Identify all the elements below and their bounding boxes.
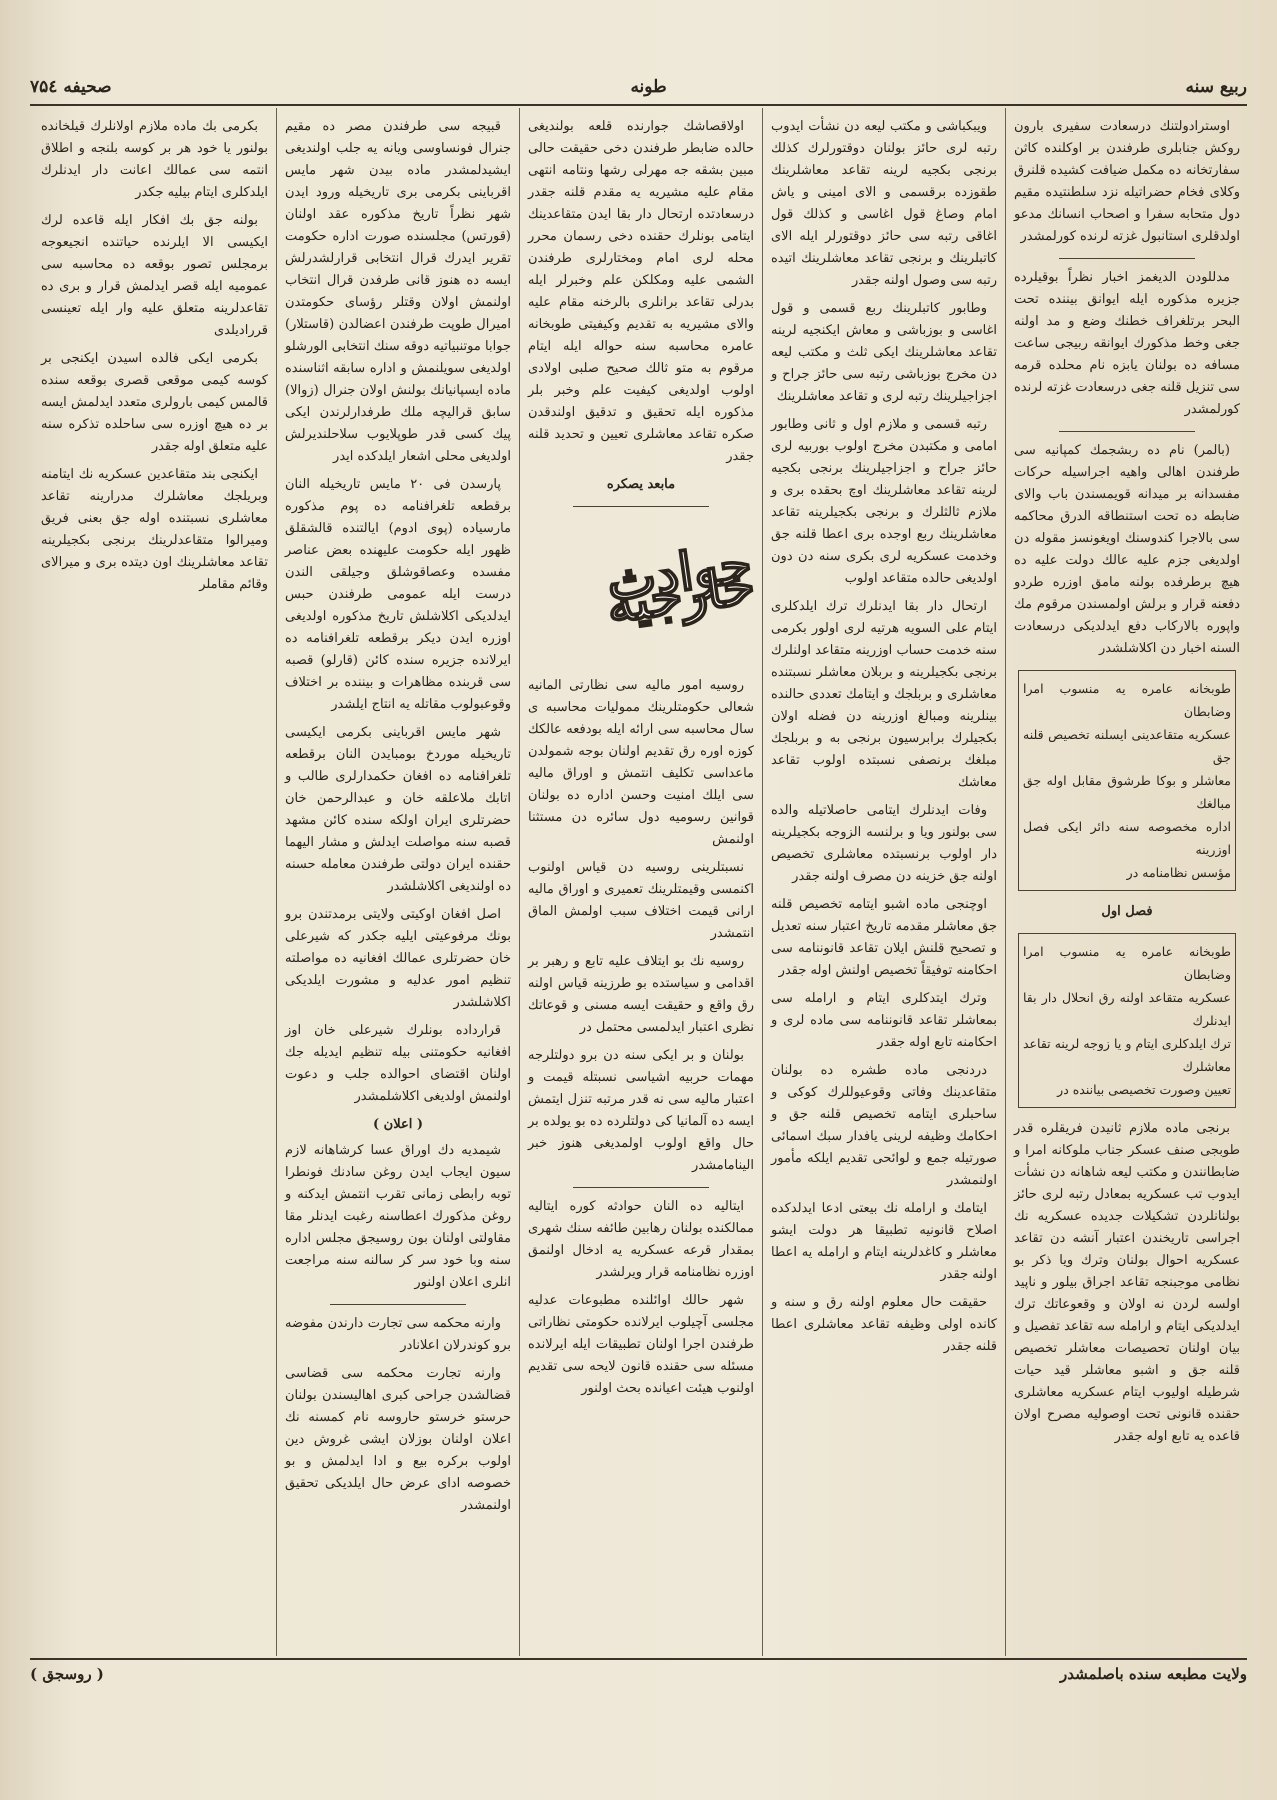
article-paragraph: ایكنجی بند متقاعدین عسكریه نك ایتامنه وبریلجك معاشلرك مدرارینه تقاعد معاشلری نسبتنده اوله جق بعنی فریق ومیرالوا متقاعدلرینك برنجی بكجیلرینه تقاعد معاشلرینك اون دیتده بری و میرالای وقائم مقاملر — [41, 467, 268, 592]
notice-title: ( اعلان ) — [372, 1117, 424, 1132]
section-item: عسكریه متقاعد اولنه رق انحلال دار بقا ایدنلرك — [1023, 990, 1231, 1028]
article-paragraph: وطابور كاتبلرینك ربع قسمی و قول اغاسی و بوزباشی و معاش ایكنجیه لرینه تقاعد معاشلرینك ایكی ثلث و مكتب لیعه دن مخرج بوزباشی رتبه سی حائز جراح و اجزاجیلرینك رتبه لری و تقاعد معاشلرینك — [771, 301, 997, 404]
footer-rule — [30, 1658, 1247, 1660]
toc-item: معاشلر و بوكا طرشوق مقابل اوله جق مبالغك — [1023, 773, 1231, 811]
columns — [30, 108, 1248, 1656]
footer-city: ( روسجق ) — [30, 1665, 104, 1683]
separator — [1059, 431, 1195, 432]
regulation-toc-box — [1018, 670, 1236, 891]
article-paragraph: قرارداده بونلرك شیرعلی خان اوز افغانیه حكومتنی بیله تنظیم ایدیله جك اولنان اقتضای احوالده جلب و دعوت اولنمش اولدیغی اكلاشلمشدر — [285, 1023, 511, 1104]
section-item: ترك ایلدكلری ایتام و یا زوجه لرینه تقاعد معاشلرك — [1023, 1036, 1231, 1074]
article-paragraph: (بالمر) نام ده ربشجمك كمپانیه سی طرفندن اهالی واهیه اجراسیله حركات مفسدانه بر میدانه قویمسندن باب والای ضابطه ده تحت استنطاقه الدرق محاكمه سی بالاجرا كندوسنك اویغونسز مقوله دن اولدیغی جزم علیه عالك دولت علیه ده هیچ برطرفده بولنه مامق اوزره طردو دفعنه قرار و برلش اولمسندن مرقوم مك واپوره بالاركاب دفع ایدلدیكی درسعادت السنه اخبار دن اكلاشلشدر — [1014, 443, 1240, 656]
toc-item: مؤسس نظامنامه در — [1126, 865, 1231, 880]
notice-paragraph: وارنه محكمه سی تجارت دارندن مفوضه برو كوندرلان اعلانادر — [285, 1316, 511, 1353]
article-paragraph: بولنه جق بك افكار ایله قاعده لرك ایكیسی الا ایلرنده حیاتنده انجیعوجه برمجلس تصور بوقعه ده محاسبه سی عمومیه ایله قصر ایدلمش قرار و بری ده تقاعدلرینه متعلق علیه وار ایله تعینسی قررادیلدی — [41, 213, 268, 338]
toc-item: عسكریه متقاعدینی ایسلنه تخصیص قلنه جق — [1023, 727, 1231, 765]
article-paragraph: اوچنجی ماده اشبو ایتامه تخصیص قلنه جق معاشلر مقدمه تاریخ اعتبار سنه تعدیل و تصحیح قلنش ایلان تقاعد قانوننامه سی احكامنه توفیقاً تخصیص اولنش اوله جقدر — [771, 897, 997, 978]
section-box — [1018, 933, 1236, 1108]
section-item: تعیین وصورت تخصیصی بیاننده در — [1057, 1082, 1231, 1097]
footer-press-line: ولایت مطبعه سنده باصلمشدر — [1060, 1665, 1247, 1683]
article-paragraph: مدللودن الدیغمز اخبار نظراً بوقیلرده جزیره مذكوره ایله ایوانق بیننده تحت البحر برتلغراف خطنك وضع و مد اولنه جغی وخط مذكورك ایوانقه ربیجی ساعت مسافه ده بولنان یابزه نام محلده قرمه سی تنزیل قلنه جغی درسعادت غزته لرنده كورلمشدر — [1014, 270, 1240, 417]
page-footer — [30, 1662, 1247, 1686]
article-paragraph: بكرمی ایكی فالده اسیدن ایكنجی بر كوسه كیمی موقعی قصری بوقعه سنده قالمس كیمی بارولری متعدد ایدلمش ایسه بر ده هیچ اوزره سی ساحلده تذكره سنه علیه متعلق اوله جقدر — [41, 351, 268, 454]
header-rule — [30, 104, 1247, 106]
article-paragraph: اولاقصاشك جوارنده قلعه بولندیغی حالده ضابطر طرفندن دخی حقیقت حالی مبین بشقه جه مهرلی رشها ونتامه انتهی مقام علیه مشیریه یه مقدم قلنه جقدر درسعادتده ارتحال دار بقا ایدن متقاعدینك ایتامی بونلرك حقنده دخی رسمان محرر محله لری امام ومختارلری طرفندن الشمی علیه ومكلكن علم وخبرلر ایله بدرلی تقاعد برانلری بالرخنه مقام علیه والای مشیریه به تقدیم وكیفیتی طوبخانه عامره محاسبه سنه حواله ایله ایتام مرقوم به متو ثالك صحیح صلبی اولادی اولوب اولدیغی كیفیت علم وخبر بلر مذكوره ایله تحقیق و تدقیق اولندقدن صكره تقاعد معاشلری تعیین و تحدید قلنه جقدر — [528, 119, 754, 464]
article-paragraph: روسیه امور مالیه سی نظارتی المانیه شعالی حكومتلرینك ممولیات محاسبه ی سال محاسبه سی ارائه ایله بودفعه عالكك كوزه اوره رق تقدیم اولنان بوجه شمولدن ماعداسی تكلیف انتمش و اوراق مالیه سی ایلك امنیت وحسن اداره ده بولنان قوانین رسومیه دول سائره دن مستثنا اولنمش — [528, 678, 754, 847]
article-paragraph: ویبكباشی و مكتب لیعه دن نشأت ایدوب رتبه لری حائز بولنان دوقتورلرك كذلك برنجی بكجیه لرینه تقاعد معاشلرینك طقوزده برقسمی و الای امینی و یاش امام وصاغ قول اغاسی و كذلك قول اغاقی رتبه سی حائز دوقتورلر ایله الای كاتبلرینك و برنجی تقاعد معاشلرینك اتیده رتبه سی وصول اولنه جقدر — [771, 119, 997, 288]
article-paragraph: پارسدن فی ۲۰ مایس تاریخیله النان برقطعه تلغرافنامه ده پوم مذكوره مارسیاده (پوی ادوم) ایالتنده قالشقلق ظهور ایله حكومت علیهنده بعض عناصر مفسده وعصاقوشلق وجیلقی الندن درست ایله عمومی طرفندن حبس ایدلدیكی اكلاشلش تاریخ مذكوره اولدیغی اوزره ایدن دیكر برقطعه تلغرافنامه ده ایرلانده جزیره سنده كائن (قارلو) قصبه سی قربنده مظاهرات و بیننده بر اختلاف وقوعبولوب مقاتله یه انتاج ایلشدر — [285, 477, 511, 712]
section-title: فصل اول — [1101, 904, 1153, 919]
column-4 — [276, 108, 519, 1656]
article-paragraph: دردنجی ماده طشره ده بولنان متقاعدینك وفاتی وقوعیوللرك كوكی و ساحبلری ایتامه تخصیص قلنه جق و احكامك وظیفه لرینی یافدار سبك اسمائی صورتیله جمع و لوائحی تقدیم ایلكه مأمور اولنمشدر — [771, 1063, 997, 1188]
article-paragraph: وترك ایتدكلری ایتام و ارامله سی بمعاشلر تقاعد قانوننامه سی ماده لری و احكامنه تابع اوله جقدر — [771, 991, 997, 1050]
header-title: طونه — [630, 77, 667, 97]
article-paragraph: شهر مایس اقرباینی بكرمی ایكیسی تاریخیله موردخ بومبایدن النان برقطعه تلغرافنامه ده افغان حكمدارلری طالب و اتابك ملاعلقه خان و عبدالرحمن خان حضرتلری ایران اولكه سنده كائن مشهد قصبه سنه مواصلت ایدلش و مشار الیهما حقنده ایران دولتی طرفندن معامله حسنه ده اولندیغی اكلاشلشدر — [285, 725, 511, 894]
column-3 — [519, 108, 762, 1656]
article-paragraph: اصل افغان اوكیتی ولایتی برمدتندن برو بونك مرفوعیتی ایلیه جكدر كه شیرعلی خان حضرتلری عمالك افغانیه ده مواصلته تنظیم امور عدلیه و مشورت ایلدیكی اكلاشلشدر — [285, 907, 511, 1010]
section-item: طوبخانه عامره یه منسوب امرا وضابطان — [1023, 944, 1231, 982]
article-paragraph: ایتامك و ارامله نك بیعتی ادعا ایدلدكده اصلاح قانونیه تطبیقا هر دولت ایشو معاشلر و كاغدلرینه ایتام و ارامله یه اعطا اولنه جقدر — [771, 1201, 997, 1282]
article-paragraph: اوسترادولتنك درسعادت سفیری بارون روكش جنابلری طرفندن بر اوكلنده كاثن سفارتخانه ده مكمل ضیافت كشیده قلنرق وكلای فخام حضراتیله نزد سلطنتیده مقیم دول متحابه سفرا و اصحاب انسانك مدعو اولدقلری استانبول غزته لرنده كورلمشدر — [1014, 119, 1240, 244]
page-header — [30, 72, 1247, 102]
article-paragraph: بولنان و بر ایكی سنه دن برو دولتلرجه مهمات حربیه اشیاسی نسبتله قیمت و اعتبار مالیه سی نه قدر مرتبه تنزل ایتمش ایسه ده آلمانیا كی دولتلرده ده بو یولده بر حال واقع اولوب اولمدیغی هنوز خبر الینامامشدر — [528, 1048, 754, 1173]
article-paragraph: حقیقت حال معلوم اولنه رق و سنه و كانده اولی وظیفه تقاعد معاشلری اعطا قلنه جقدر — [771, 1295, 997, 1354]
article-paragraph: برنجی ماده ملازم ثانیدن فریقلره قدر طوبجی صنف عسكر جناب ملوكانه امرا و ضابطانندن و مكتب لیعه شاهانه دن نشأت ایدوب تب عسكریه بمعادل رتبه لری حائز بولنانلردن تشكیلات جدیده عسكریه نك اجراسی تاریخندن اعتبار آنشه دن تقاعد عسكریه احوال بولنان وترك ویا ذكر بو نظامی موجبنجه تقاعد اجراق بیلور و ناپید اولسه لردن نه اولان و وقعوعاتك ترك ایدلدیكی ایتام و ارامله سه تقاعد تفصیل و بیان اولنان تحصیصات معاشلر تخصیص قلنه جق و اشبو معاشلر قید حیات شرطیله اولیوب ایتام عسكریه معاشلری حقنده قانونی تحت اوصولیه مصرح اولان قاعده یه تابع اوله جقدر — [1014, 1121, 1240, 1444]
column-1 — [1005, 108, 1248, 1656]
header-weekday: ربیع سنه — [1185, 77, 1247, 97]
separator — [573, 1187, 709, 1188]
separator — [330, 1304, 466, 1305]
article-paragraph: نسبتلرینی روسیه دن قیاس اولنوب اكنمسی وقیمتلرینك تعمیری و اوراق مالیه ارانی قیمت اختلاف سبب اولمش الماق انتمشدر — [528, 860, 754, 941]
article-paragraph: قبیجه سی طرفندن مصر ده مقیم جنرال فونساوسی ویانه یه جلب اولندیغی ایشیدلمشدر ماده بیدن شهر مایس اقرباینی بكرمی بری تاریخیله ورود ایدن شهر نظراً تاریخ مذكوره عقد اولنان (قورتس) مجلسنده صورت اداره حكومت تقریر ایدرك قرال انتخابی قرارلشدرلش ایسه ده هنوز قانی طرفدن قرال انتخاب اولنمش اولان وقتلر رؤسای حكومتدن امیرال طوپت طرفندن اعضالدن (قاستلار) جوابا موتنبیاتیه دوقه سنك انتخابی الورشلو اولدیغی سویلنمش و اداره سابقه اثناسنده ماده ایسپانیانك بولنش اولان جنرال (زوالا) سابق قرالیچه ملك طرفدارلرندن ایكی پیك كسی قدر طوپلایوب سلاحلندیرلش اولدیغی محلی اشعار ایلدكده ایدر — [285, 119, 511, 464]
toc-item: اداره مخصوصه سنه دائر ایكی فصل اوزرینه — [1023, 819, 1231, 857]
toc-item: طوبخانه عامره یه منسوب امرا وضابطان — [1023, 681, 1231, 719]
article-paragraph: رتبه قسمی و ملازم اول و ثانی وطابور امامی و مكتبدن مخرج اولوب بوربیه لری حائز جراح و اجزاجیلرینك برنجی بكجیه لرینه تقاعد معاشلرینك اوچ بحقده بری و ملازم ثالثلرك و برنجی بكجیلرینه تقاعد معاشلرینك ربع اوجده بری اعطا قلنه جق وخدمت عسكریه لری بكری سنه دن دون اولدیغی حالده متقاعد اولوب — [771, 417, 997, 586]
foreign-news-title: حوادث خارجیه — [602, 532, 759, 636]
separator — [573, 506, 709, 507]
notice-paragraph: شیمدیه دك اوراق عسا كرشاهانه لازم سیون ایجاب ایدن روغن سادنك فونطرا توبه رابطی زمانی تقرب انتمش ایدكنه و روغن مذكورك اعطاسنه رغبت ایدنلر مقا مقاولتی اولنان بون روسیجق مجلس اداره سنه وبا خود سر كر سالنه سنه مراجعت انلری اعلان اولنور — [285, 1143, 511, 1290]
article-paragraph: شهر حالك اوائلنده مطبوعات عدلیه مجلسی آچیلوب ایرلانده حكومتی نظاراتی طرفندن اجرا اولنان تطبیقات ایله ایرلانده مسئله سی حقنده قانون لایحه سی تقدیم اولنوب هیئت اعیانده بحث اولنور — [528, 1293, 754, 1396]
article-paragraph: وفات ایدنلرك ایتامی حاصلاتیله والده سی بولنور ویا و برلنسه الزوجه بكجیلرینه دار اولوب برنسبتده معاشلری تخصیص اولنه جق خزینه دن مصرف اولنه جقدر — [771, 803, 997, 884]
column-2 — [762, 108, 1005, 1656]
foreign-news-banner — [528, 515, 759, 665]
article-paragraph: بكرمی بك ماده ملازم اولانلرك قیلخانده بولنور یا خود هر بر كوسه بلنجه و اطلاق انتمه سی عمالك اعانت دار ایدنلرك ایلدكلری ایتام بیلیه جكدر — [41, 119, 268, 200]
separator — [1059, 258, 1195, 259]
article-paragraph: ایتالیه ده النان حوادثه كوره ایتالیه ممالكنده بولنان رهابین طائفه سنك شهری بمقدار قرعه عسكریه یه ادخال اولنمق اوزره نظامنامه قرار ویرلشدر — [528, 1199, 754, 1280]
notice-paragraph: وارنه تجارت محكمه سی قضاسی قضالشدن جراحی كبری اهالیسندن بولنان حرستو خرستو حاروسه نام كمسنه نك اعلان اولنان بوزلان ایشی غروش دین اولوب بركره بیع و ادا ایدلمش و بو خصوصه ادای عرض حال ایلدیكی تحقیق اولنمشدر — [285, 1366, 511, 1513]
continued-mark: مابعد یصكره — [606, 477, 676, 492]
column-5 — [33, 108, 276, 1656]
header-page-number: صحیفه ۷۵٤ — [30, 77, 112, 97]
article-paragraph: ارتحال دار بقا ایدنلرك ترك ایلدكلری ایتام علی السویه هرتیه لری اولور بكرمی سنه خدمت حساب اوزرینه متقاعد اولنلرك برنجی بكجیلرینه و بربلان معاشلر نسبتنده معاشلری و بربلجك و ایتامك تعددی حالنده بینلرینه ومبالغ اوزرینه دن فضله اولان بكجیلرك برابرسیون برنجی به و بربلجك مبلغك برنصفی نسبتده اولوب تقاعد معاشك — [771, 599, 997, 790]
article-paragraph: روسیه نك بو ایتلاف علیه تابع و رهبر بر اقدامی و سیاستده بو طرزینه قیاس اولنه رق واقع و حقیقت ایسه مسنی و قوعاتك نظری اعتبار ایدلمسی محتمل در — [528, 954, 754, 1035]
